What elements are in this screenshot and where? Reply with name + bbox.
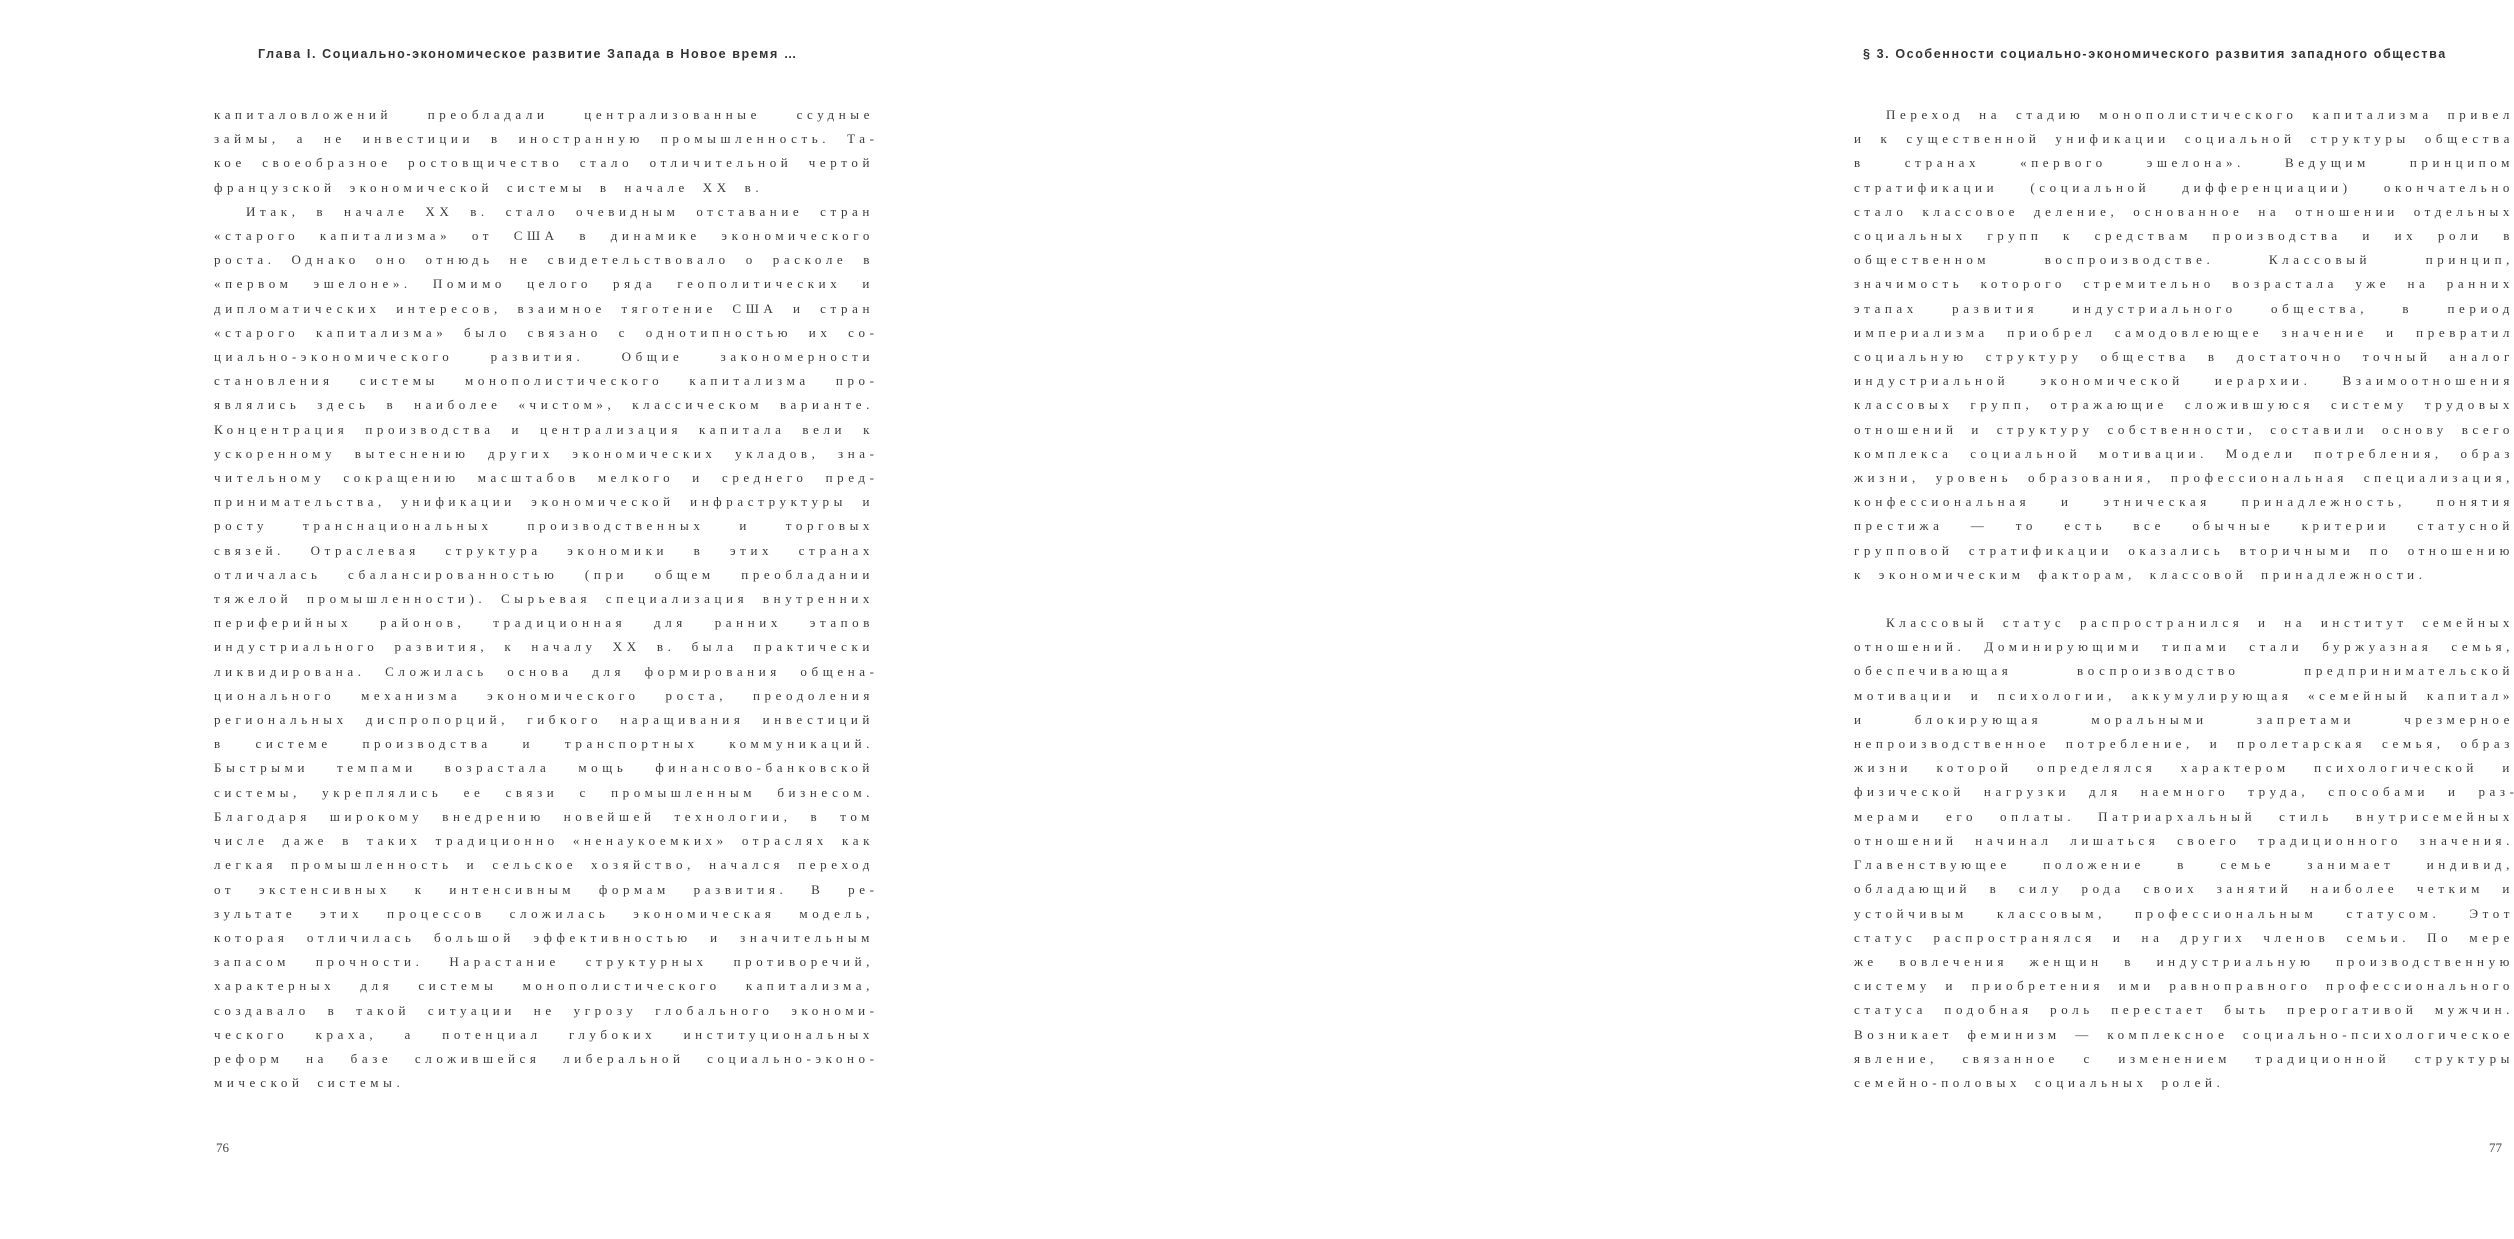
paragraph-right-1: Переход на стадию монополистического капитализма привел и к существенной унификации социальной структуры общества в странах «первого эшелона». Ведущим принципом стратификации (социальной дифференциации) окончательно стало классовое деление, основанное на отношении отдельных социальных групп к средствам производства и их роли в общественном воспроизводстве. Классовый принцип, значимость которого стремительно возрастала уже на ранних этапах развития индустриального общества, в период империализма приобрел самодовлеющее значение и превратил социальную структуру общества в достаточно точный аналог индустриальной экономической иерархии. Взаимоотношения классовых групп, отражающие сложившуюся систему трудовых отношений и структуру собственности, составили основу всего комплекса социальной мотивации. Модели потребления, образ жизни, уровень образования, профессиональная специализация, конфессиональная и этническая принадлежность, понятия престижа — то есть все обычные критерии статусной групповой стратификации оказались вторичными по отношению к экономическим факторам, классовой принадлежности.	[1854, 107, 2514, 582]
page-number-right: 77	[2489, 1140, 2502, 1155]
body-text-left	[214, 103, 874, 1095]
paragraph-right-2: Классовый статус распространился и на институт семейных отношений. Доминирующими типами стали буржуазная семья, обеспечивающая воспроизводство предпринимательской мотивации и психологии, аккумулирующая «семейный капитал» и блокирующая моральными запретами чрезмерное непроизводственное потребление, и пролетарская семья, образ жизни которой определялся характером психологической и физической нагрузки для наемного труда, способами и размерами его оплаты. Патриархальный стиль внутрисемейных отношений начинал лишаться своего традиционного значения. Главенствующее положение в семье занимает индивид, обладающий в силу рода своих занятий наиболее четким и устойчивым классовым, профессиональным статусом. Этот статус распространялся и на других членов семьи. По мере же вовлечения женщин в индустриальную производственную систему и приобретения ими равноправного профессионального статуса подобная роль перестает быть прерогативой мужчин. Возникает феминизм — комплексное социально-психологическое явление, связанное с изменением традиционной структуры семейно-половых социальных ролей.	[1854, 615, 2514, 1090]
paragraph-left-1: капиталовложений преобладали централизованные ссудные займы, а не инвестиции в иностранную промышленность. Такое своеобразное ростовщичество стало отличительной чертой французской экономической системы в начале XX в.	[214, 107, 874, 195]
page-number-left: 76	[216, 1140, 229, 1155]
running-head-right: § 3. Особенности социально-экономического развития западного общества	[1863, 47, 2447, 61]
body-text-right	[1854, 103, 2514, 1095]
left-page	[0, 0, 877, 1239]
paragraph-left-2: Итак, в начале XX в. стало очевидным отставание стран «старого капитализма» от США в динамике экономического роста. Однако оно отнюдь не свидетельствовало о расколе в «первом эшелоне». Помимо целого ряда геополитических и дипломатических интересов, взаимное тяготение США и стран «старого капитализма» было связано с однотипностью их социально-экономического развития. Общие закономерности становления системы монополистического капитализма проявлялись здесь в наиболее «чистом», классическом варианте. Концентрация производства и централизация капитала вели к ускоренному вытеснению других экономических укладов, значительному сокращению масштабов мелкого и среднего предпринимательства, унификации экономической инфраструктуры и росту транснациональных производственных и торговых связей. Отраслевая структура экономики в этих странах отличалась сбалансированностью (при общем преобладании тяжелой промышленности). Сырьевая специализация внутренних периферийных районов, традиционная для ранних этапов индустриального развития, к началу XX в. была практически ликвидирована. Сложилась основа для формирования общенационального механизма экономического роста, преодоления региональных диспропорций, гибкого наращивания инвестиций в системе производства и транспортных коммуникаций. Быстрыми темпами возрастала мощь финансово-банковской системы, укреплялись ее связи с промышленным бизнесом. Благодаря широкому внедрению новейшей технологии, в том числе даже в таких традиционно «ненаукоемких» отраслях как легкая промышленность и сельское хозяйство, начался переход от экстенсивных к интенсивным формам развития. В результате этих процессов сложилась экономическая модель, которая отличилась большой эффективностью и значительным запасом прочности. Нарастание структурных противоречий, характерных для системы монополистического капитализма, создавало в такой ситуации не угрозу глобального экономического краха, а потенциал глубоких институциональных реформ на базе сложившейся либеральной социально-экономической системы.	[214, 203, 874, 1091]
running-head-left: Глава I. Социально-экономическое развитие Запада в Новое время …	[258, 47, 799, 61]
right-page	[877, 0, 2514, 1239]
